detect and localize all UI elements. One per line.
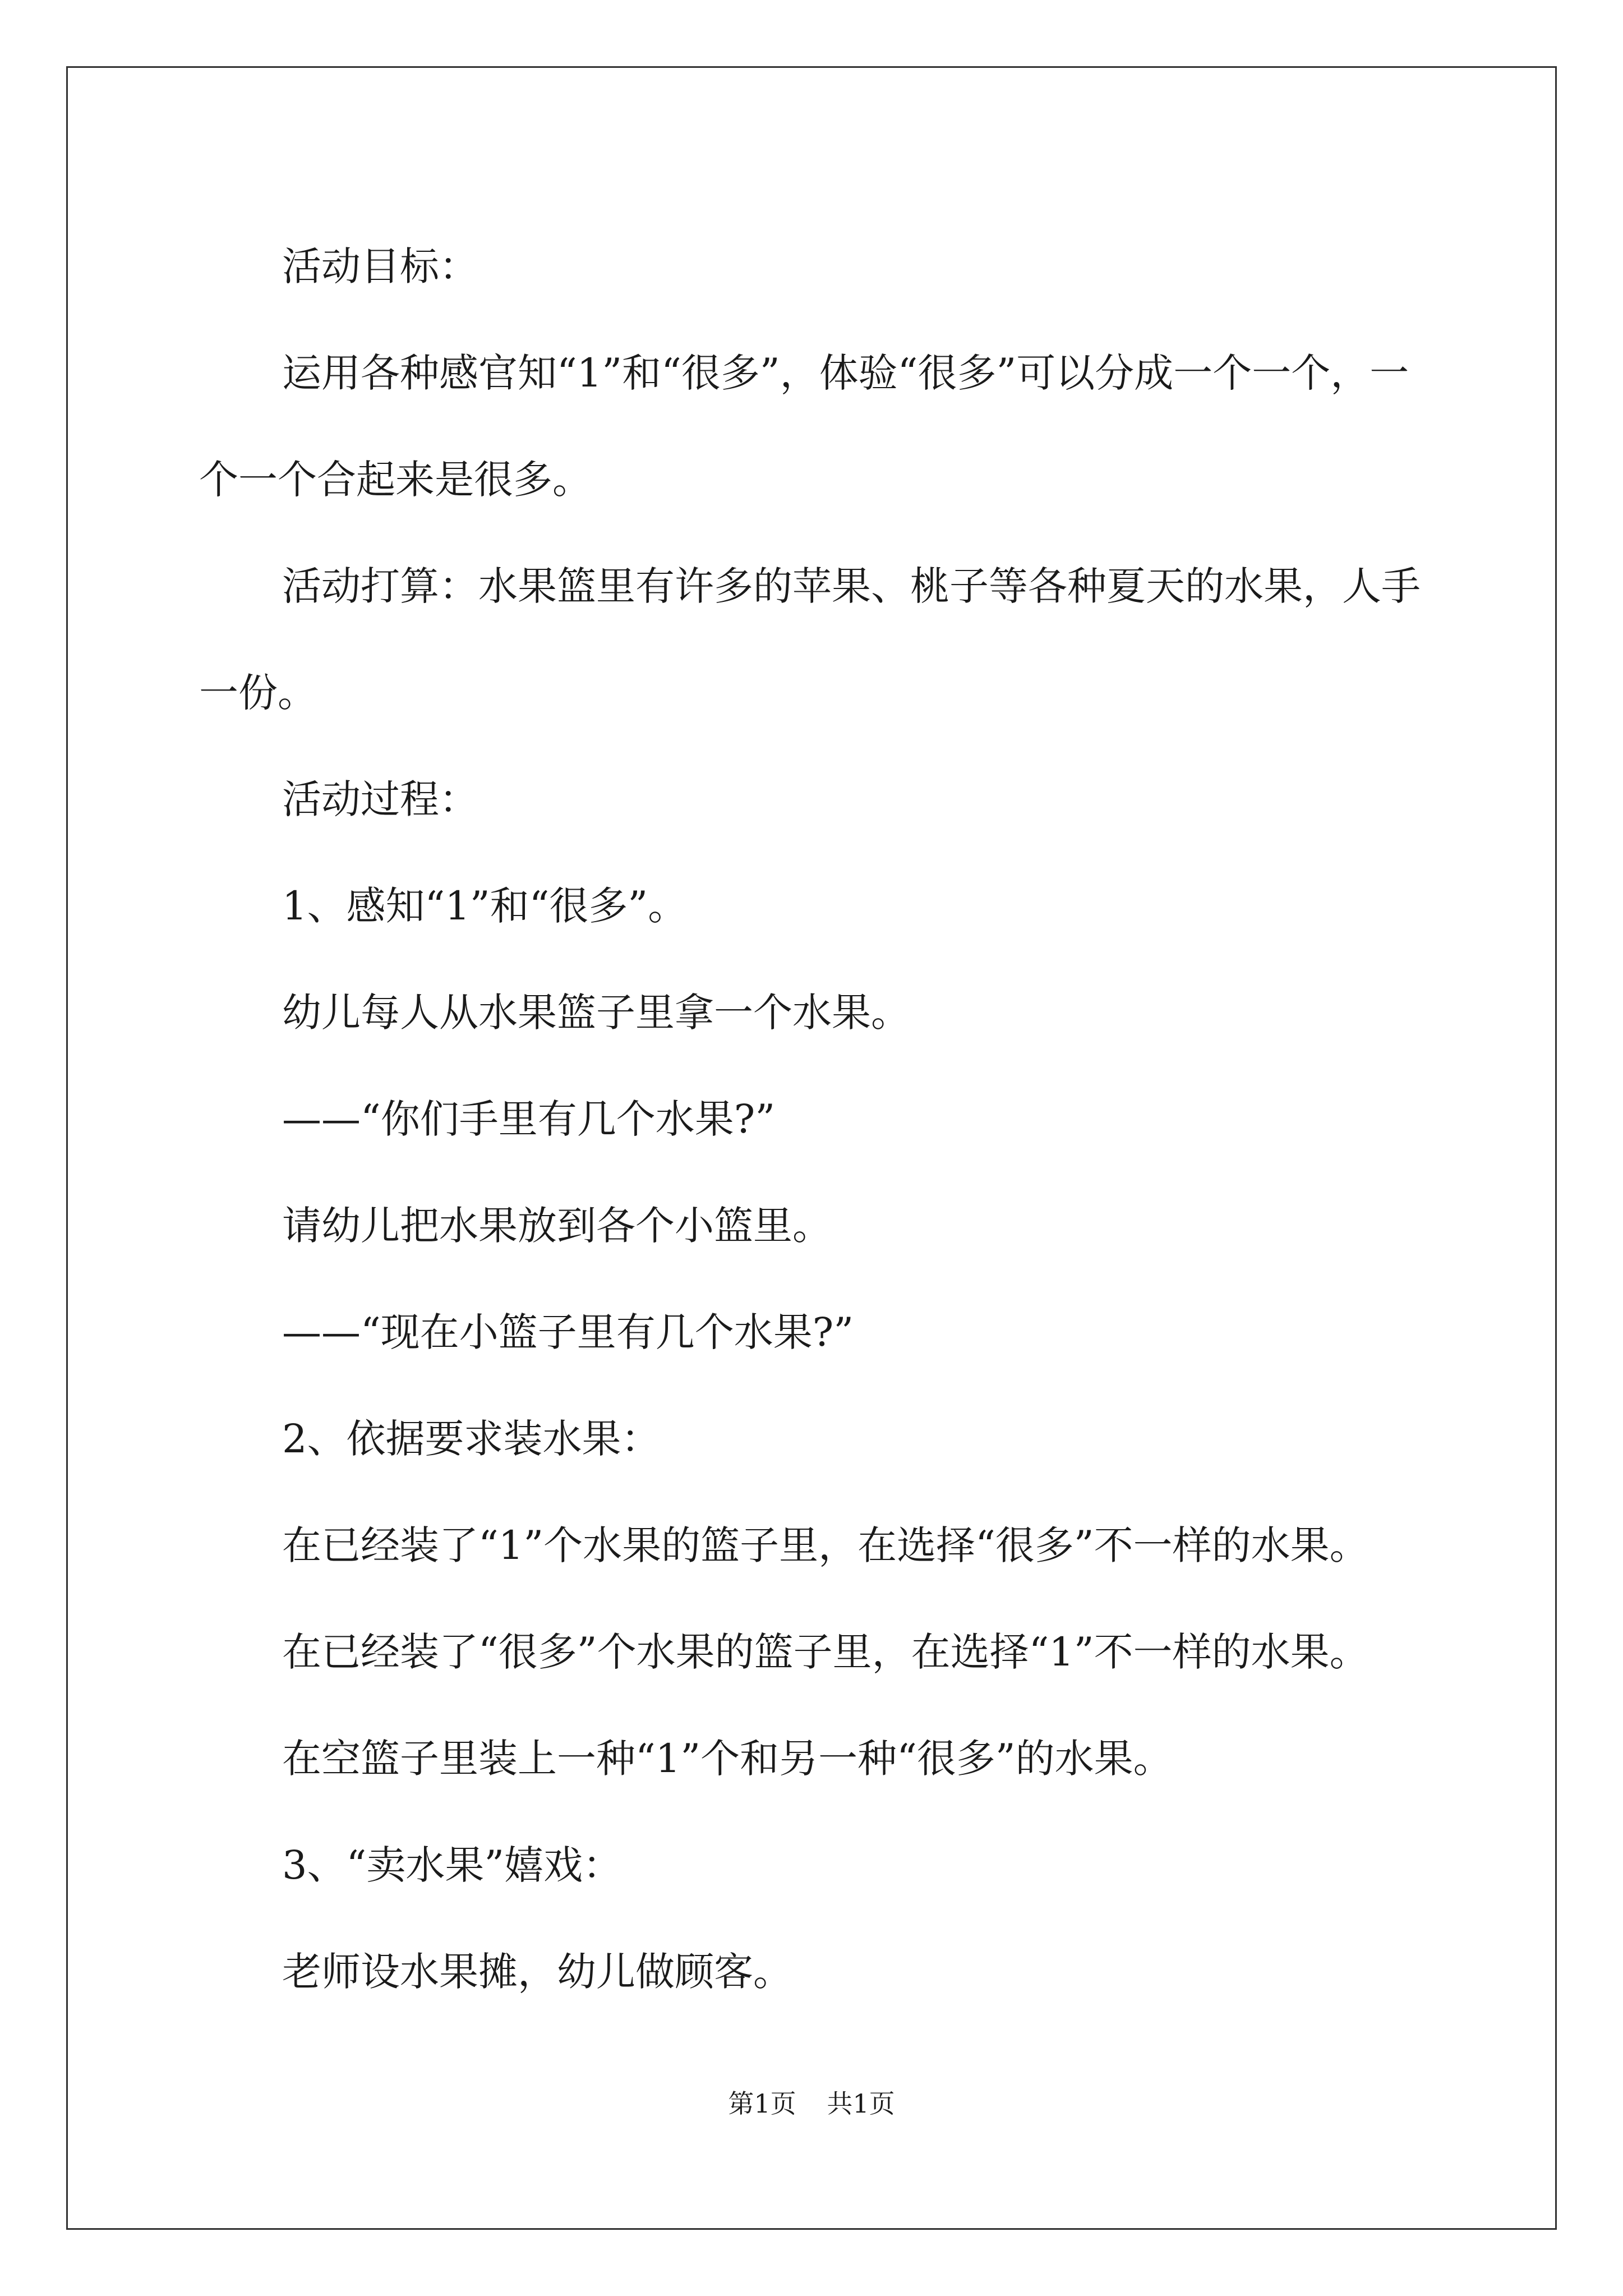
step-1-line-1: 幼儿每人从水果篮子里拿一个水果。 — [282, 990, 910, 1036]
step-2-heading: 2、依据要求装水果： — [282, 1416, 661, 1462]
step-1-heading: 1、感知“1”和“很多”。 — [282, 883, 688, 929]
step-3-line-1: 老师设水果摊，幼儿做顾客。 — [282, 1949, 792, 1995]
step-2-line-2: 在已经装了“很多”个水果的篮子里，在选择“1”不一样的水果。 — [282, 1629, 1369, 1675]
step-1-line-2: ——“你们手里有几个水果?” — [282, 1096, 776, 1142]
step-3-heading: 3、“卖水果”嬉戏： — [282, 1842, 623, 1888]
paragraph-goal-text: 运用各种感官知“1”和“很多”，体验“很多”可以分成一个一个，一个一个合起来是很多。 — [199, 350, 1409, 503]
page-number: 第1页 — [728, 2088, 796, 2119]
step-2-line-3: 在空篮子里装上一种“1”个和另一种“很多”的水果。 — [282, 1736, 1173, 1782]
document-body — [199, 213, 1433, 2025]
page-total: 共1页 — [827, 2088, 895, 2119]
page-footer — [0, 2087, 1623, 2120]
paragraph-preparation: 活动打算：水果篮里有许多的苹果、桃子等各种夏天的水果，人手一份。 — [199, 563, 1421, 716]
step-2-line-1: 在已经装了“1”个水果的篮子里，在选择“很多”不一样的水果。 — [282, 1522, 1369, 1568]
step-1-line-3: 请幼儿把水果放到各个小篮里。 — [282, 1203, 832, 1249]
step-1-line-4: ——“现在小篮子里有几个水果?” — [282, 1309, 854, 1355]
heading-goal: 活动目标： — [282, 243, 478, 289]
heading-process: 活动过程： — [282, 776, 478, 822]
